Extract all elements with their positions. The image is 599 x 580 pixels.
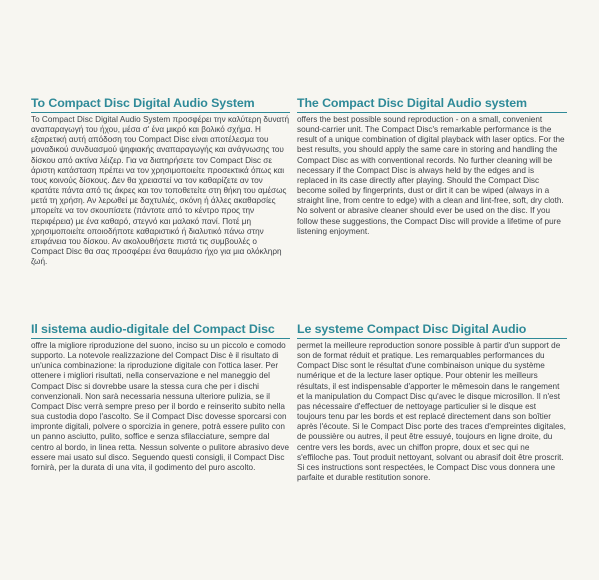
french-body: permet la meilleure reproduction sonore possible à partir d'un support de son de format réduit et pratique. Les remarquables performances du Compact Disc sont le résultat d'une combinaison unique du système numérique et de la lecture laser optique. Pour obtenir les meilleurs résultats, il est indispensable d'apporter le mêmesoin dans le rangement et la manipulation du Compact Disc qu'avec le disque microsillon. Il n'est pas nécessaire d'effectuer de nettoyage particulier si le disque est toujours tenu par les bords et est replacé directement dans son boîtier après l'écoute. Si le Compact Disc porte des traces d'empreintes digitales, de poussière ou autres, il peut être essuyé, toujours en ligne droite, du centre vers les bords, avec un chiffon propre, doux et sec qui ne s'effiloche pas. Tout produit nettoyant, solvant ou abrasif doit être proscrit. Si ces instructions sont respectées, le Compact Disc vous donnera une parfaite et durable restitution sonore. xyxy=(297,341,566,483)
english-title: The Compact Disc Digital Audio system xyxy=(297,96,567,113)
english-body: offers the best possible sound reproduction - on a small, convenient sound-carrier unit. The Compact Disc's remarkable performance is the result of a unique combination of digital playback with laser optics. For the best results, you should apply the same care in storing and handling the Compact Disc as with conventional records. No further cleaning will be necessary if the Compact Disc is always held by the edges and is replaced in its case directly after playing. Should the Compact Disc become soiled by fingerprints, dust or dirt it can be wiped (always in a straight line, from centre to edge) with a clean and lint-free, soft, dry cloth. No solvent or abrasive cleaner should ever be used on the disc. If you follow these suggestions, the Compact Disc will provide a lifetime of pure listening enjoyment. xyxy=(297,115,565,236)
greek-body: Το Compact Disc Digital Audio System προσφέρει την καλύτερη δυνατή αναπαραγωγή του ήχου, μέσα σ' ένα μικρό και βολικό σχήμα. Η εξαιρετική αυτή απόδοση του Compact Disc είναι αποτέλεσμα του μοναδικού συνδυασμού ψηφιακής αναπαραγωγής και ανάγνωσης του δίσκου από ακτίνα λέιζερ. Για να διατηρήσετε τον Compact Disc σε άριστη κατάσταση πρέπει να τον χρησιμοποιείτε προσεκτικά όπως και τους κοινούς δίσκους. Δεν θα χρειαστεί να τον καθαρίζετε αν τον κρατάτε πάντα από τις άκρες και τον τοποθετείτε στη θήκη του αμέσως μετά τη χρήση. Αν λερωθεί με δαχτυλιές, σκόνη ή άλλες ακαθαρσίες μπορείτε να τον σκουπίσετε (πάντοτε από το κέντρο προς την περιφέρεια) με ένα καθαρό, στεγνό και μαλακό πανί. Ποτέ μη χρησιμοποιείτε οποιοδήποτε καθαριστικό ή διαλυτικό πάνω στην επιφάνεια του δίσκου. Αν ακολουθήσετε πιστά τις συμβουλές ο Compact Disc θα σας προσφέρει ένα θαυμάσιο ήχο για μια ολόκληρη ζωή. xyxy=(31,115,290,267)
french-title: Le systeme Compact Disc Digital Audio xyxy=(297,322,567,339)
greek-section xyxy=(31,96,290,267)
italian-title: Il sistema audio-digitale del Compact Disc xyxy=(31,322,290,339)
english-section xyxy=(297,96,567,237)
greek-title: Το Compact Disc Digital Audio System xyxy=(31,96,290,113)
french-section xyxy=(297,322,567,483)
italian-section xyxy=(31,322,290,473)
italian-body: offre la migliore riproduzione del suono, inciso su un piccolo e comodo supporto. La notevole realizzazione del Compact Disc è il risultato di un'unica combinazione: la riproduzione digitale con l'ottica laser. Per ottenere i migliori risultati, nella conservazione e nel maneggio del Compact Disc si dovrebbe usare la stessa cura che per i dischi convenzionali. Non sarà necessaria nessuna ulteriore pulizia, se il Compact Disc verrà sempre preso per il bordo e reinserito subito nella sua custodia dopo l'ascolto. Se il Compact Disc dovesse sporcarsi con impronte digitali, polvere o sporcizia in genere, potrà essere pulito con un panno asciutto, pulito, soffice e senza sfilacciature, sempre dal centro al bordo, in linea retta. Nessun solvente o pulitore abrasivo deve essere mai usato sul disco. Seguendo questi consigli, il Compact Disc fornirà, per la durata di una vita, il godimento del puro ascolto. xyxy=(31,341,290,472)
